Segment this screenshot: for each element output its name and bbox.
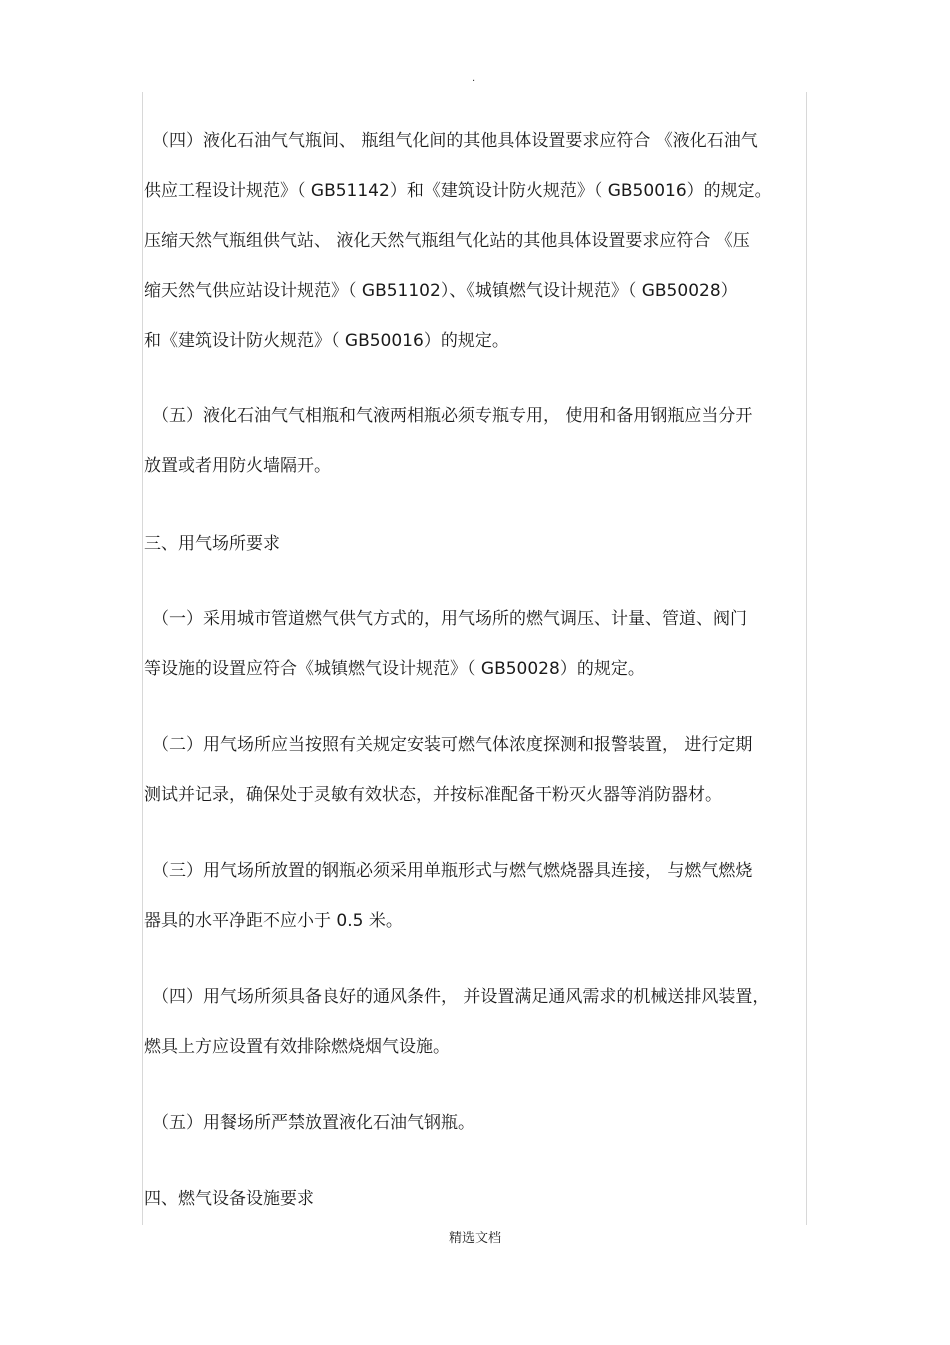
paragraph-text-line: （二）用气场所应当按照有关规定安装可燃气体浓度探测和报警装置， 进行定期 xyxy=(152,735,753,755)
paragraph-text-line: 放置或者用防火墙隔开。 xyxy=(144,456,331,476)
paragraph-text-line: 压缩天然气瓶组供气站、 液化天然气瓶组气化站的其他具体设置要求应符合 《压 xyxy=(144,231,750,251)
page-frame-right xyxy=(806,92,807,1225)
paragraph-text-line: 供应工程设计规范》（ GB51142）和《建筑设计防火规范》（ GB50016）的规定。 xyxy=(144,181,772,201)
paragraph-text-line: 缩天然气供应站设计规范》（ GB51102）、《城镇燃气设计规范》（ GB50028） xyxy=(144,281,738,301)
paragraph-text-line: 测试并记录，确保处于灵敏有效状态，并按标准配备干粉灭火器等消防器材。 xyxy=(144,785,722,805)
paragraph-text-line: 器具的水平净距不应小于 0.5 米。 xyxy=(144,911,403,931)
section-heading: 四、燃气设备设施要求 xyxy=(144,1189,314,1209)
paragraph-text-line: （一）采用城市管道燃气供气方式的，用气场所的燃气调压、计量、管道、阀门 xyxy=(152,609,747,629)
paragraph-text-line: （五）用餐场所严禁放置液化石油气钢瓶。 xyxy=(152,1113,475,1133)
paragraph-text-line: （五）液化石油气气相瓶和气液两相瓶必须专瓶专用， 使用和备用钢瓶应当分开 xyxy=(152,406,753,426)
section-heading: 三、用气场所要求 xyxy=(144,534,280,554)
paragraph-text-line: （四）液化石油气气瓶间、 瓶组气化间的其他具体设置要求应符合 《液化石油气 xyxy=(152,131,758,151)
paragraph-text-line: 等设施的设置应符合《城镇燃气设计规范》（ GB50028）的规定。 xyxy=(144,659,645,679)
paragraph-text-line: 燃具上方应设置有效排除燃烧烟气设施。 xyxy=(144,1037,450,1057)
page-footer: 精选文档 xyxy=(448,1231,501,1246)
header-mark: . xyxy=(472,73,476,84)
page-frame-left xyxy=(142,92,143,1225)
paragraph-text-line: （三）用气场所放置的钢瓶必须采用单瓶形式与燃气燃烧器具连接， 与燃气燃烧 xyxy=(152,861,753,881)
paragraph-text-line: 和《建筑设计防火规范》（ GB50016）的规定。 xyxy=(144,331,509,351)
paragraph-text-line: （四）用气场所须具备良好的通风条件， 并设置满足通风需求的机械送排风装置， xyxy=(152,987,770,1007)
